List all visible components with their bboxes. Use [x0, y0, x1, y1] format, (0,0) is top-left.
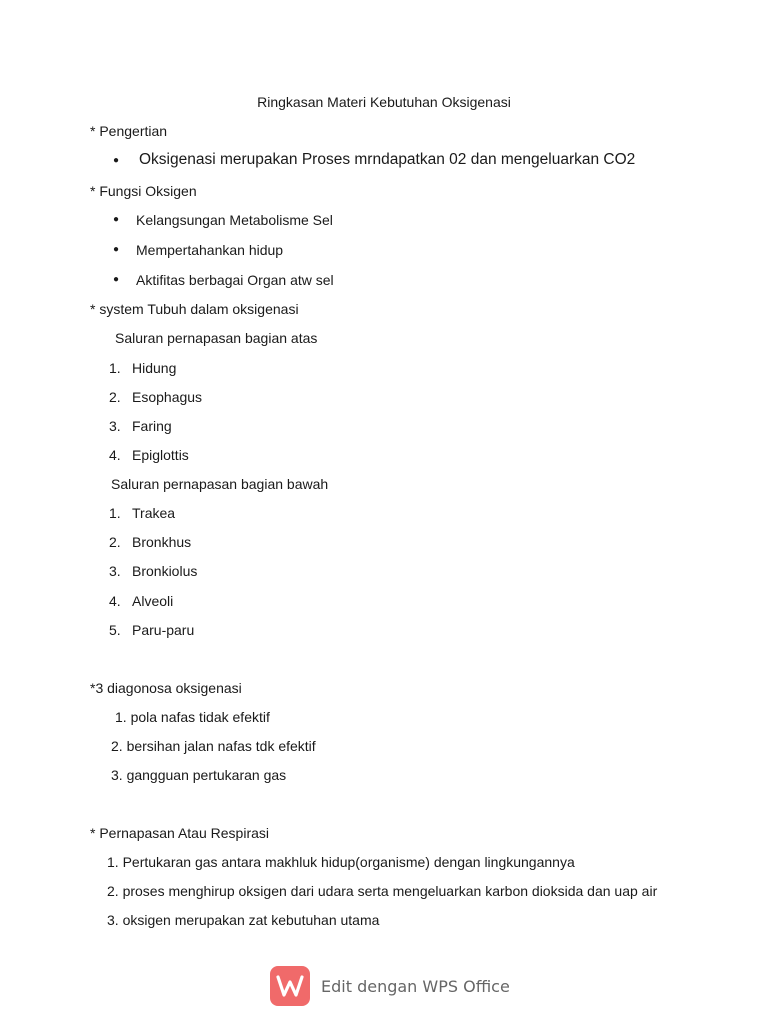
- section-heading-pengertian: * Pengertian: [90, 123, 168, 139]
- document-title: Ringkasan Materi Kebutuhan Oksigenasi: [257, 94, 511, 110]
- bullet-icon: ●: [113, 214, 120, 225]
- list-item: Paru-paru: [132, 622, 195, 638]
- list-item: Faring: [132, 418, 172, 434]
- diagnosa-item: 3. gangguan pertukaran gas: [111, 767, 287, 783]
- list-item: Esophagus: [132, 389, 203, 405]
- list-item: Trakea: [132, 505, 176, 521]
- list-item: Epiglottis: [132, 447, 189, 463]
- list-number: 3.: [109, 563, 121, 579]
- section-heading-fungsi: * Fungsi Oksigen: [90, 183, 197, 199]
- list-number: 4.: [109, 447, 121, 463]
- list-item: Bronkiolus: [132, 563, 198, 579]
- respirasi-item: 2. proses menghirup oksigen dari udara serta mengeluarkan karbon dioksida dan uap air: [107, 883, 658, 899]
- pengertian-text: Oksigenasi merupakan Proses mrndapatkan 02 dan mengeluarkan CO2: [139, 151, 636, 168]
- diagnosa-item: 2. bersihan jalan nafas tdk efektif: [111, 738, 316, 754]
- wps-office-icon: [270, 966, 310, 1006]
- section-heading-system: * system Tubuh dalam oksigenasi: [90, 301, 299, 317]
- list-item: Bronkhus: [132, 534, 192, 550]
- fungsi-item: Aktifitas berbagai Organ atw sel: [136, 272, 334, 288]
- section-heading-diagnosa: *3 diagonosa oksigenasi: [90, 680, 242, 696]
- subheading-saluran-bawah: Saluran pernapasan bagian bawah: [111, 476, 329, 492]
- list-number: 2.: [109, 534, 121, 550]
- bullet-icon: ●: [113, 274, 120, 285]
- bullet-icon: ●: [113, 155, 120, 166]
- list-number: 5.: [109, 622, 121, 638]
- list-number: 1.: [109, 360, 121, 376]
- list-number: 3.: [109, 418, 121, 434]
- fungsi-item: Kelangsungan Metabolisme Sel: [136, 212, 333, 228]
- respirasi-item: 1. Pertukaran gas antara makhluk hidup(organisme) dengan lingkungannya: [107, 854, 575, 870]
- respirasi-item: 3. oksigen merupakan zat kebutuhan utama: [107, 912, 380, 928]
- subheading-saluran-atas: Saluran pernapasan bagian atas: [115, 330, 318, 346]
- fungsi-item: Mempertahankan hidup: [136, 242, 284, 258]
- diagnosa-item: 1. pola nafas tidak efektif: [115, 709, 270, 725]
- edit-with-wps-label: Edit dengan WPS Office: [321, 976, 510, 996]
- list-number: 1.: [109, 505, 121, 521]
- edit-with-wps-link[interactable]: [270, 965, 510, 1007]
- section-heading-respirasi: * Pernapasan Atau Respirasi: [90, 825, 269, 841]
- list-number: 4.: [109, 593, 121, 609]
- list-number: 2.: [109, 389, 121, 405]
- bullet-icon: ●: [113, 244, 120, 255]
- list-item: Hidung: [132, 360, 177, 376]
- list-item: Alveoli: [132, 593, 174, 609]
